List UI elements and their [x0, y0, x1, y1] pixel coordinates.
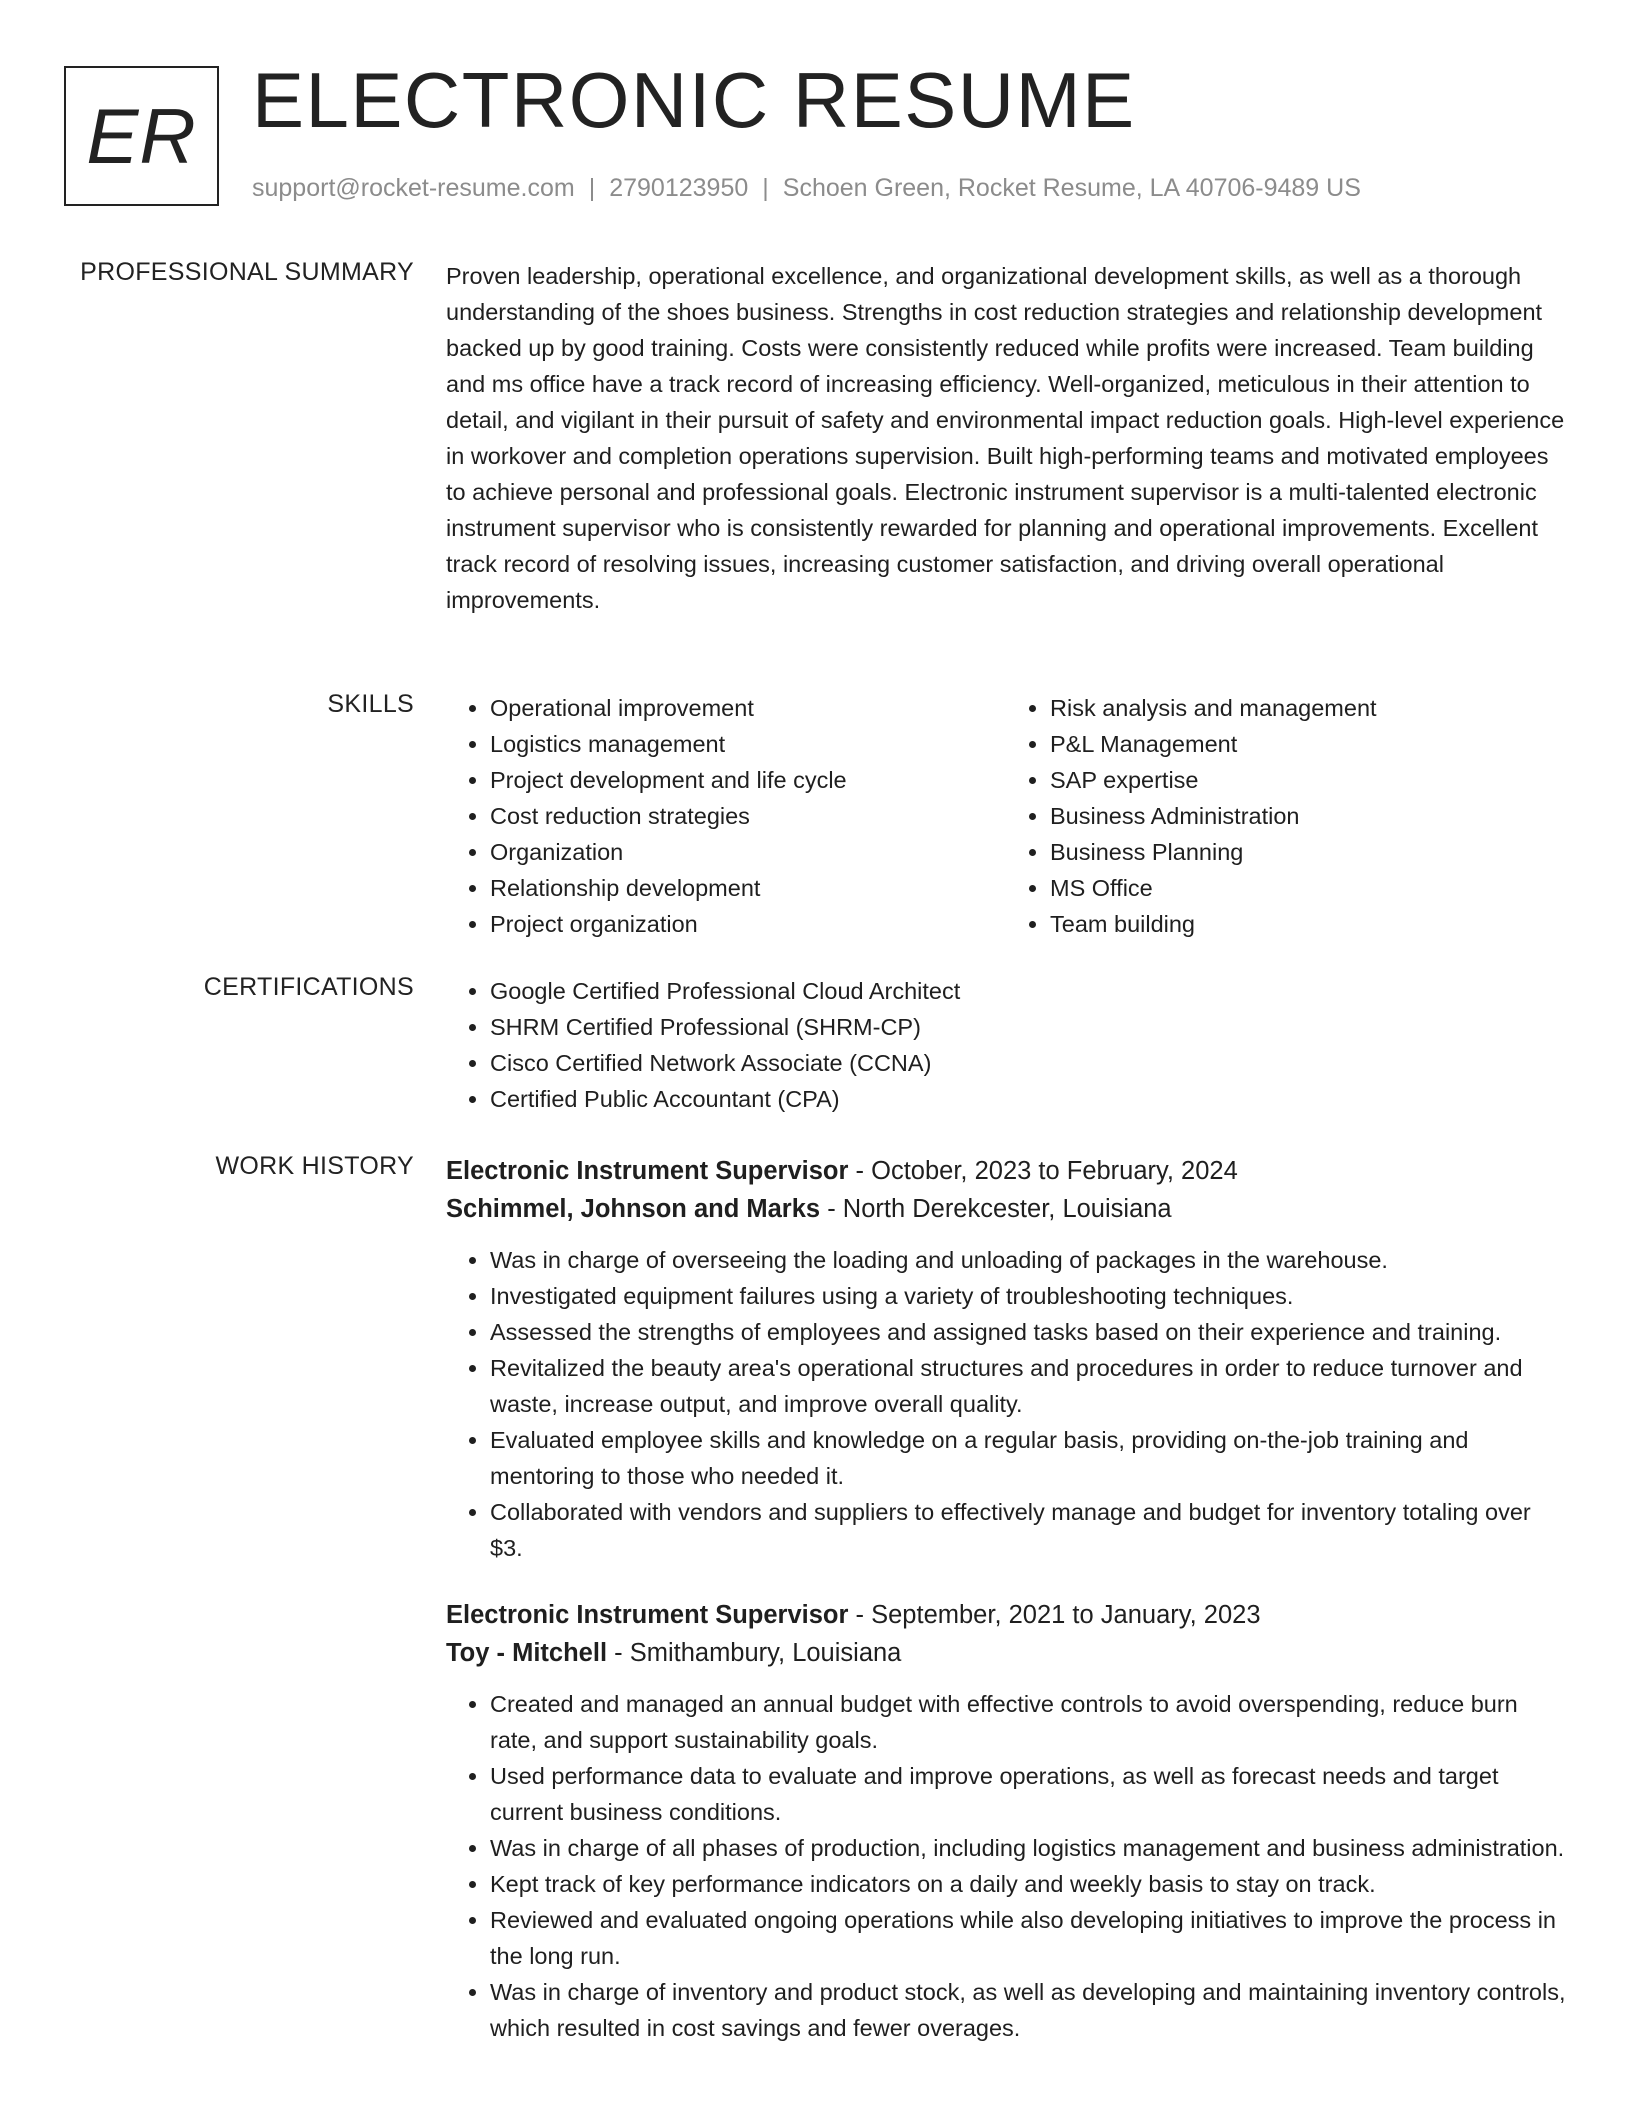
skill-item: • Organization	[490, 834, 1006, 870]
certifications-list	[446, 973, 1566, 1117]
job-bullet: • Used performance data to evaluate and improve operations, as well as forecast needs and target current business conditions.	[490, 1758, 1566, 1830]
certifications-content	[446, 973, 1566, 1117]
skill-item: • Risk analysis and management	[1050, 690, 1566, 726]
job-entry	[446, 1596, 1566, 2046]
job-bullet: • Kept track of key performance indicators on a daily and weekly basis to stay on track.	[490, 1866, 1566, 1902]
job-bullet: • Reviewed and evaluated ongoing operations while also developing initiatives to improve the process in the long run.	[490, 1902, 1566, 1974]
skill-item: • Business Administration	[1050, 798, 1566, 834]
summary-content	[446, 258, 1566, 618]
skill-item: • Cost reduction strategies	[490, 798, 1006, 834]
job-bullet: • Was in charge of inventory and product stock, as well as developing and maintaining inventory controls, which resulted in cost savings and fewer overages.	[490, 1974, 1566, 2046]
job-bullet: • Was in charge of overseeing the loading and unloading of packages in the warehouse.	[490, 1242, 1566, 1278]
summary-text: Proven leadership, operational excellence, and organizational development skills, as well as a thorough understanding of the shoes business. Strengths in cost reduction strategies and relationship development backed up by good training. Costs were consistently reduced while profits were increased. Team building and ms office have a track record of increasing efficiency. Well-organized, meticulous in their attention to detail, and vigilant in their pursuit of safety and environmental impact reduction goals. High-level experience in workover and completion operations supervision. Built high-performing teams and motivated employees to achieve personal and professional goals. Electronic instrument supervisor is a multi-talented electronic instrument supervisor who is consistently rewarded for planning and operational improvements. Excellent track record of resolving issues, increasing customer satisfaction, and driving overall operational improvements.	[446, 263, 1565, 613]
job-dates: September, 2021 to January, 2023	[871, 1601, 1261, 1629]
skill-item: • Relationship development	[490, 870, 1006, 906]
section-label-certifications: CERTIFICATIONS	[203, 973, 414, 1001]
job-title-line: Electronic Instrument Supervisor - September, 2021 to January, 2023	[446, 1601, 1261, 1629]
monogram-initials: ER	[86, 91, 197, 180]
job-bullets	[446, 1686, 1566, 2046]
skills-list-left	[446, 690, 1006, 942]
skill-item: • SAP expertise	[1050, 762, 1566, 798]
job-company: Schimmel, Johnson and Marks	[446, 1195, 821, 1223]
job-bullet: • Investigated equipment failures using a variety of troubleshooting techniques.	[490, 1278, 1566, 1314]
skills-list-right	[1006, 690, 1566, 942]
skill-item: • Project organization	[490, 906, 1006, 942]
skill-item: • Team building	[1050, 906, 1566, 942]
skill-item: • Logistics management	[490, 726, 1006, 762]
job-bullet: • Collaborated with vendors and suppliers to effectively manage and budget for inventory totaling over $3.	[490, 1494, 1566, 1566]
job-title: Electronic Instrument Supervisor	[446, 1601, 849, 1629]
contact-separator: |	[588, 174, 596, 202]
certification-item: • Certified Public Accountant (CPA)	[490, 1081, 1566, 1117]
section-label-work-history: WORK HISTORY	[215, 1152, 414, 1180]
job-bullet: • Evaluated employee skills and knowledge on a regular basis, providing on-the-job training and mentoring to those who needed it.	[490, 1422, 1566, 1494]
resume-name: ELECTRONIC RESUME	[252, 56, 1136, 144]
contact-separator: |	[762, 174, 769, 202]
skills-content	[446, 690, 1566, 942]
job-company: Toy - Mitchell	[446, 1639, 608, 1667]
job-location: Smithambury, Louisiana	[629, 1639, 902, 1667]
contact-email[interactable]: support@rocket-resume.com	[252, 174, 575, 202]
skill-item: • Operational improvement	[490, 690, 1006, 726]
job-entry	[446, 1152, 1566, 1566]
section-label-skills: SKILLS	[327, 690, 414, 718]
monogram-box	[64, 66, 219, 206]
job-company-line: Toy - Mitchell - Smithambury, Louisiana	[446, 1639, 902, 1667]
certification-item: • Cisco Certified Network Associate (CCNA)	[490, 1045, 1566, 1081]
certification-item: • Google Certified Professional Cloud Architect	[490, 973, 1566, 1009]
contact-address: Schoen Green, Rocket Resume, LA 40706-9489 US	[782, 174, 1361, 202]
job-bullet: • Created and managed an annual budget with effective controls to avoid overspending, reduce burn rate, and support sustainability goals.	[490, 1686, 1566, 1758]
job-title: Electronic Instrument Supervisor	[446, 1157, 849, 1185]
skill-item: • Project development and life cycle	[490, 762, 1006, 798]
job-bullets	[446, 1242, 1566, 1566]
section-label-summary: PROFESSIONAL SUMMARY	[80, 258, 414, 286]
job-bullet: • Assessed the strengths of employees and assigned tasks based on their experience and training.	[490, 1314, 1566, 1350]
contact-line	[252, 174, 1361, 203]
job-bullet: • Was in charge of all phases of production, including logistics management and business administration.	[490, 1830, 1566, 1866]
job-company-line: Schimmel, Johnson and Marks - North Derekcester, Louisiana	[446, 1195, 1172, 1223]
skill-item: • P&L Management	[1050, 726, 1566, 762]
contact-phone[interactable]: 2790123950	[609, 174, 749, 202]
certification-item: • SHRM Certified Professional (SHRM-CP)	[490, 1009, 1566, 1045]
job-location: North Derekcester, Louisiana	[842, 1195, 1172, 1223]
work-history-content	[446, 1152, 1566, 2046]
job-dates: October, 2023 to February, 2024	[871, 1157, 1238, 1185]
skill-item: • MS Office	[1050, 870, 1566, 906]
skill-item: • Business Planning	[1050, 834, 1566, 870]
job-title-line: Electronic Instrument Supervisor - October, 2023 to February, 2024	[446, 1157, 1238, 1185]
job-bullet: • Revitalized the beauty area's operational structures and procedures in order to reduce turnover and waste, increase output, and improve overall quality.	[490, 1350, 1566, 1422]
